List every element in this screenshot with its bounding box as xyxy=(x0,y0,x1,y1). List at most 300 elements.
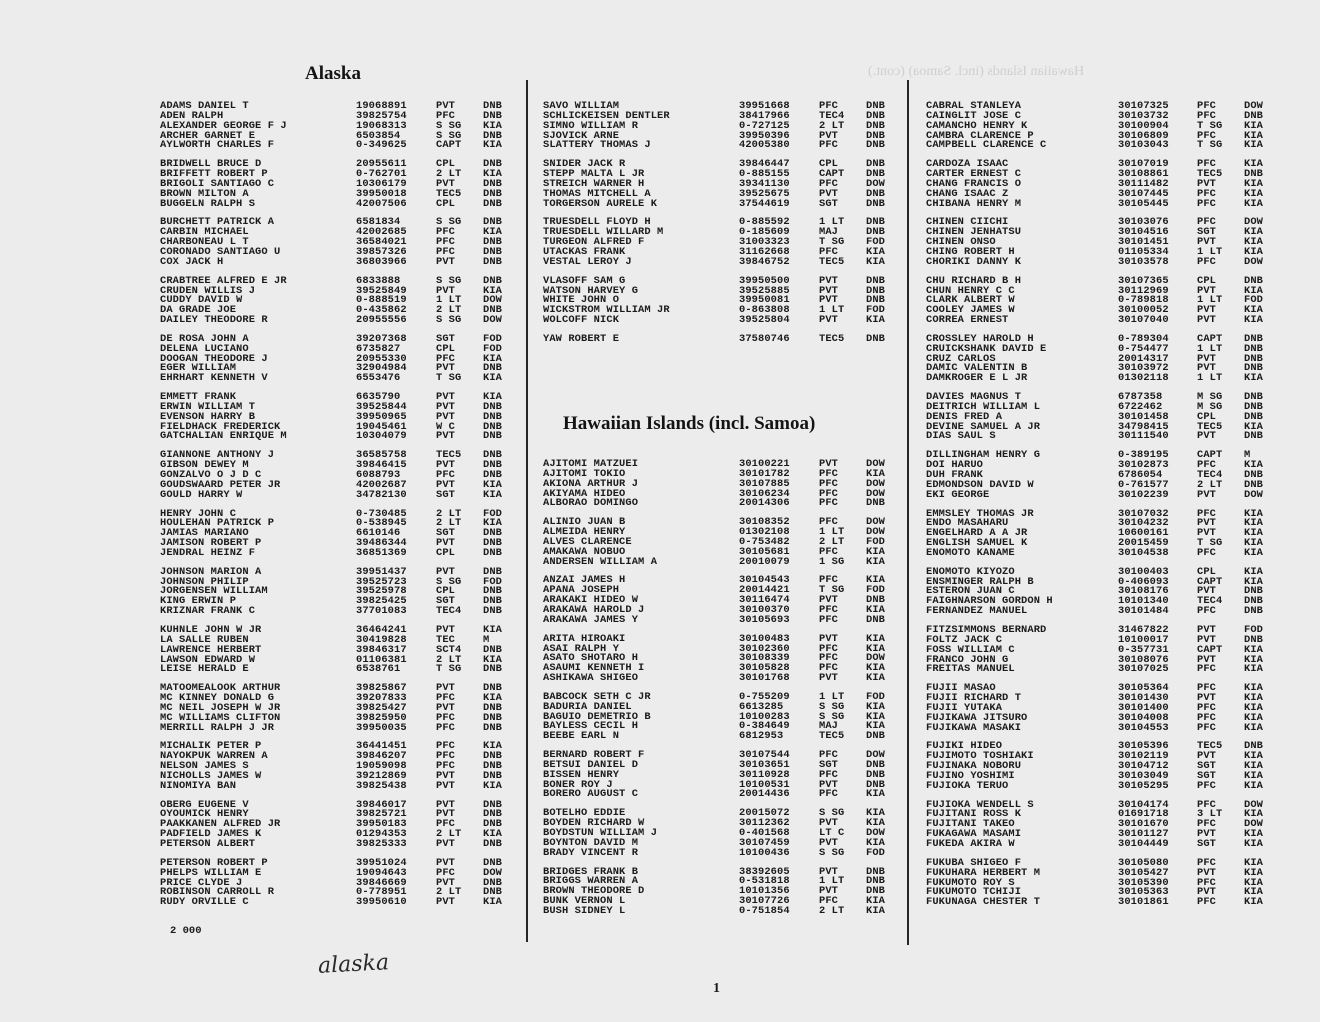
roster-status: KIA xyxy=(1244,779,1264,792)
roster-grade: PFC xyxy=(819,139,839,152)
roster-serial-number: 0-357731 xyxy=(1118,643,1169,656)
roster-name: CAMANCHO HENRY K xyxy=(926,119,1028,132)
roster-status: KIA xyxy=(483,896,503,909)
roster-group xyxy=(543,518,903,567)
roster-name: FUKUMOTO TCHIJI xyxy=(926,886,1022,899)
roster-group xyxy=(160,332,520,385)
roster-serial-number: 30105828 xyxy=(739,662,790,675)
roster-status: KIA xyxy=(1244,187,1264,200)
roster-grade: S SG xyxy=(819,710,845,723)
roster-serial-number: 30102360 xyxy=(739,642,790,655)
roster-status: KIA xyxy=(483,623,503,636)
roster-name: BERNARD ROBERT F xyxy=(543,749,645,762)
roster-row xyxy=(160,197,520,210)
roster-grade: PVT xyxy=(436,459,456,472)
roster-name: AKIYAMA HIDEO xyxy=(543,487,626,500)
roster-status: DNB xyxy=(483,400,503,413)
roster-serial-number: 01302118 xyxy=(1118,372,1169,385)
roster-name: STEPP MALTA L JR xyxy=(543,168,645,181)
roster-status: DNB xyxy=(483,565,503,578)
roster-status: DNB xyxy=(866,158,886,171)
roster-grade: TEC5 xyxy=(436,187,462,200)
roster-grade: PVT xyxy=(819,458,839,470)
bleed-through-header: Hawaiian Islands (incl. Samoa) (cont.) xyxy=(868,64,1085,79)
roster-serial-number: 10101340 xyxy=(1118,595,1169,608)
roster-serial-number: 39857326 xyxy=(356,245,407,258)
roster-grade: 3 LT xyxy=(1197,808,1223,821)
roster-name: ARCHER GARNET E xyxy=(160,129,256,142)
roster-row xyxy=(926,488,1286,501)
roster-serial-number: 30108352 xyxy=(739,516,790,529)
roster-row xyxy=(160,665,520,675)
roster-grade: PFC xyxy=(819,100,839,112)
roster-serial-number: 39950018 xyxy=(356,187,407,200)
roster-serial-number: 30104553 xyxy=(1118,721,1169,734)
roster-name: ENGELHARD A A JR xyxy=(926,527,1028,540)
roster-grade: PVT xyxy=(436,284,456,297)
roster-status: DNB xyxy=(483,838,503,850)
roster-name: BAGUIO DEMETRIO B xyxy=(543,710,651,723)
roster-grade: PFC xyxy=(1197,605,1217,618)
roster-name: ASHIKAWA SHIGEO xyxy=(543,672,639,685)
roster-name: FUKUNAGA CHESTER T xyxy=(926,896,1041,909)
roster-grade: S SG xyxy=(819,846,845,859)
roster-grade: PVT xyxy=(436,478,456,491)
roster-serial-number: 39207368 xyxy=(356,332,407,345)
roster-group xyxy=(543,160,903,209)
roster-name: FUJIMOTO TOSHIAKI xyxy=(926,750,1034,763)
roster-status: DOW xyxy=(483,294,503,307)
roster-grade: PVT xyxy=(436,565,456,578)
roster-name: KING ERWIN P xyxy=(160,595,237,608)
roster-name: ROBINSON CARROLL R xyxy=(160,886,275,899)
roster-row xyxy=(160,432,520,442)
roster-grade: PFC xyxy=(1197,779,1217,792)
roster-grade: PFC xyxy=(819,545,839,558)
roster-status: DNB xyxy=(866,216,886,229)
roster-status: DNB xyxy=(1244,391,1264,404)
roster-status: DNB xyxy=(866,613,886,626)
roster-name: EHRHART KENNETH V xyxy=(160,372,268,385)
roster-status: DNB xyxy=(866,865,886,878)
roster-serial-number: 39341130 xyxy=(739,177,790,190)
roster-name: ALVES CLARENCE xyxy=(543,535,632,548)
roster-serial-number: 39950396 xyxy=(739,129,790,142)
roster-status: KIA xyxy=(866,245,886,258)
roster-grade: 2 LT xyxy=(436,886,462,899)
roster-grade: CAPT xyxy=(1197,332,1223,345)
roster-serial-number: 30101484 xyxy=(1118,605,1169,618)
roster-status: DNB xyxy=(483,100,503,112)
roster-serial-number: 6581834 xyxy=(356,216,401,229)
roster-status: DNB xyxy=(866,109,886,122)
roster-name: CHANG ISAAC Z xyxy=(926,187,1009,200)
roster-row xyxy=(160,374,520,384)
roster-status: KIA xyxy=(866,314,886,327)
roster-name: COOLEY JAMES W xyxy=(926,304,1015,317)
roster-serial-number: 30104232 xyxy=(1118,517,1169,530)
roster-name: CRUICKSHANK DAVID E xyxy=(926,342,1047,355)
roster-status: KIA xyxy=(1244,769,1264,782)
roster-status: DNB xyxy=(483,362,503,375)
roster-grade: PFC xyxy=(436,469,456,481)
roster-name: CHINEN JENHATSU xyxy=(926,226,1022,239)
roster-status: KIA xyxy=(866,255,886,268)
roster-name: VESTAL LEROY J xyxy=(543,255,632,268)
roster-name: JAMIAS MARIANO xyxy=(160,527,249,540)
roster-row xyxy=(543,732,903,742)
roster-serial-number: 30104516 xyxy=(1118,226,1169,239)
roster-name: FUJII MASAO xyxy=(926,682,996,695)
roster-grade: PVT xyxy=(1197,692,1217,705)
roster-grade: TEC4 xyxy=(1197,595,1223,608)
roster-status: KIA xyxy=(866,807,886,820)
roster-grade: 2 LT xyxy=(436,507,462,520)
roster-name: CHING ROBERT H xyxy=(926,245,1015,258)
roster-status: KIA xyxy=(483,391,503,404)
roster-name: RUDY ORVILLE C xyxy=(160,896,249,909)
roster-grade: TEC5 xyxy=(1197,168,1223,181)
roster-status: KIA xyxy=(866,603,886,616)
roster-name: PAAKKANEN ALFRED JR xyxy=(160,818,281,831)
roster-serial-number: 39951437 xyxy=(356,565,407,578)
roster-grade: PVT xyxy=(436,798,456,811)
roster-name: LA SALLE RUBEN xyxy=(160,633,249,646)
roster-name: FUKUBA SHIGEO F xyxy=(926,856,1022,869)
roster-grade: PFC xyxy=(1197,701,1217,714)
roster-grade: PVT xyxy=(819,294,839,307)
roster-status: DNB xyxy=(483,760,503,773)
roster-serial-number: 39486344 xyxy=(356,537,407,550)
roster-serial-number: 30103972 xyxy=(1118,362,1169,375)
roster-grade: PVT xyxy=(436,769,456,782)
roster-grade: PFC xyxy=(819,895,839,908)
roster-group xyxy=(926,623,1286,676)
roster-status: KIA xyxy=(866,632,886,645)
roster-grade: SGT xyxy=(1197,760,1217,773)
roster-serial-number: 30102239 xyxy=(1118,488,1169,501)
roster-status: KIA xyxy=(866,467,886,480)
roster-name: FUJITANI TAKEO xyxy=(926,818,1015,831)
roster-grade: SGT xyxy=(1197,226,1217,239)
roster-name: FOSS WILLIAM C xyxy=(926,643,1015,656)
roster-status: DNB xyxy=(1244,400,1264,413)
roster-serial-number: 30104449 xyxy=(1118,838,1169,850)
roster-status: DNB xyxy=(1244,342,1264,355)
roster-group xyxy=(926,507,1286,559)
roster-name: DAMKROGER E L JR xyxy=(926,372,1028,385)
roster-status: DNB xyxy=(1244,274,1264,287)
roster-group xyxy=(160,742,520,791)
roster-name: ARAKAWA HAROLD J xyxy=(543,603,645,616)
roster-row xyxy=(926,197,1286,210)
roster-serial-number: 10304079 xyxy=(356,430,407,443)
roster-row xyxy=(926,546,1286,559)
roster-serial-number: 30107025 xyxy=(1118,663,1169,676)
roster-status: DNB xyxy=(1244,410,1264,423)
roster-status: DOW xyxy=(866,749,886,762)
roster-status: DNB xyxy=(483,410,503,423)
roster-grade: PVT xyxy=(819,865,839,878)
roster-grade: PFC xyxy=(819,487,839,500)
roster-grade: 2 LT xyxy=(819,535,845,548)
roster-status: DNB xyxy=(866,332,886,345)
roster-name: SJOVICK ARNE xyxy=(543,129,620,142)
roster-status: DNB xyxy=(1244,605,1264,618)
roster-status: KIA xyxy=(1244,507,1264,520)
roster-name: CHINEN ONSO xyxy=(926,236,996,249)
section-title-alaska: Alaska xyxy=(305,63,361,84)
roster-name: CLARK ALBERT W xyxy=(926,294,1015,307)
roster-grade: PFC xyxy=(819,613,839,626)
roster-group xyxy=(160,856,520,909)
roster-serial-number: 39846207 xyxy=(356,750,407,763)
roster-serial-number: 10100531 xyxy=(739,778,790,791)
roster-serial-number: 30108861 xyxy=(1118,168,1169,181)
roster-grade: PVT xyxy=(1197,488,1217,501)
roster-status: FOD xyxy=(866,584,886,597)
roster-status: DOW xyxy=(866,526,886,539)
roster-name: DUH FRANK xyxy=(926,469,984,481)
roster-row xyxy=(160,488,520,501)
roster-name: FUJII YUTAKA xyxy=(926,701,1003,714)
roster-serial-number: 30100483 xyxy=(739,632,790,645)
roster-grade: T SG xyxy=(436,372,462,385)
roster-group xyxy=(926,565,1286,618)
roster-serial-number: 37580746 xyxy=(739,332,790,345)
roster-grade: PFC xyxy=(1197,818,1217,831)
roster-grade: SGT xyxy=(436,488,456,501)
roster-column-alaska-1 xyxy=(160,102,520,917)
roster-serial-number: 10600161 xyxy=(1118,527,1169,540)
roster-grade: TEC4 xyxy=(436,605,462,618)
roster-grade: PVT xyxy=(436,537,456,550)
roster-status: FOD xyxy=(1244,623,1264,636)
roster-grade: LT C xyxy=(819,827,845,839)
roster-grade: TEC xyxy=(436,633,456,646)
roster-name: FUJIKAWA JITSURO xyxy=(926,711,1028,724)
roster-status: DNB xyxy=(483,304,503,317)
roster-grade: SGT xyxy=(819,758,839,771)
roster-status: DNB xyxy=(1244,478,1264,491)
roster-serial-number: 39825754 xyxy=(356,109,407,122)
roster-status: DNB xyxy=(483,236,503,249)
roster-status: DOW xyxy=(866,477,886,490)
handwritten-annotation: alaska xyxy=(317,950,390,979)
roster-row xyxy=(543,555,903,568)
roster-grade: S SG xyxy=(436,274,462,287)
roster-grade: PFC xyxy=(1197,197,1217,210)
roster-serial-number: 39950183 xyxy=(356,818,407,831)
roster-name: ENGLISH SAMUEL K xyxy=(926,537,1028,550)
roster-status: KIA xyxy=(1244,828,1264,841)
roster-name: ENOMOTO KANAME xyxy=(926,546,1015,559)
roster-serial-number: 30103076 xyxy=(1118,216,1169,229)
roster-serial-number: 30106809 xyxy=(1118,129,1169,142)
roster-grade: PVT xyxy=(436,682,456,695)
roster-name: GOUDSWAARD PETER JR xyxy=(160,478,281,491)
roster-grade: CPL xyxy=(436,342,456,355)
roster-serial-number: 39950500 xyxy=(739,274,790,287)
roster-name: CHORIKI DANNY K xyxy=(926,255,1022,268)
roster-name: AKIONA ARTHUR J xyxy=(543,477,639,490)
roster-status: KIA xyxy=(483,740,503,753)
roster-grade: CPL xyxy=(436,197,456,210)
roster-grade: 1 LT xyxy=(1197,245,1223,258)
roster-group xyxy=(543,865,903,917)
roster-serial-number: 6786054 xyxy=(1118,469,1163,481)
roster-serial-number: 0-435862 xyxy=(356,304,407,317)
roster-name: FUJII RICHARD T xyxy=(926,692,1022,705)
roster-row xyxy=(160,255,520,268)
roster-name: BABCOCK SETH C JR xyxy=(543,690,651,703)
roster-status: KIA xyxy=(866,700,886,713)
roster-grade: CPL xyxy=(436,158,456,171)
roster-grade: PVT xyxy=(1197,517,1217,530)
roster-grade: T SG xyxy=(1197,139,1223,152)
roster-serial-number: 20014436 xyxy=(739,788,790,801)
roster-status: DOW xyxy=(1244,255,1264,268)
roster-status: DNB xyxy=(866,197,886,210)
roster-status: DNB xyxy=(483,876,503,889)
roster-status: DNB xyxy=(483,420,503,433)
roster-status: KIA xyxy=(1244,682,1264,695)
roster-grade: PVT xyxy=(436,400,456,413)
roster-serial-number: 31003323 xyxy=(739,236,790,249)
roster-name: ARITA HIROAKI xyxy=(543,632,626,645)
roster-serial-number: 30108339 xyxy=(739,652,790,665)
roster-name: JOHNSON PHILIP xyxy=(160,575,249,588)
roster-grade: PFC xyxy=(819,467,839,480)
roster-status: DNB xyxy=(866,497,886,510)
roster-group xyxy=(926,393,1286,442)
roster-grade: PFC xyxy=(1197,100,1217,112)
roster-grade: PFC xyxy=(436,352,456,365)
roster-grade: PVT xyxy=(436,779,456,792)
roster-status: KIA xyxy=(1244,876,1264,889)
roster-grade: SGT xyxy=(436,527,456,540)
roster-status: KIA xyxy=(866,642,886,655)
roster-grade: CPL xyxy=(436,546,456,559)
roster-grade: PVT xyxy=(819,778,839,791)
roster-grade: CPL xyxy=(436,585,456,598)
roster-serial-number: 30101451 xyxy=(1118,236,1169,249)
column-divider-right xyxy=(907,80,909,945)
roster-serial-number: 30105363 xyxy=(1118,886,1169,899)
roster-name: JENDRAL HEINZ F xyxy=(160,546,256,559)
roster-serial-number: 38417966 xyxy=(739,109,790,122)
roster-group xyxy=(926,742,1286,791)
roster-name: PETERSON ROBERT P xyxy=(160,856,268,869)
roster-grade: PFC xyxy=(436,721,456,734)
roster-status: DNB xyxy=(1244,633,1264,646)
roster-grade: PVT xyxy=(436,876,456,889)
roster-name: DEITRICH WILLIAM L xyxy=(926,400,1041,413)
roster-status: KIA xyxy=(483,488,503,501)
roster-serial-number: 30101782 xyxy=(739,467,790,480)
roster-serial-number: 19068313 xyxy=(356,119,407,132)
roster-name: TURGEON ALFRED F xyxy=(543,236,645,249)
roster-serial-number: 0-751854 xyxy=(739,904,790,917)
roster-grade: M SG xyxy=(1197,400,1223,413)
roster-name: DA GRADE JOE xyxy=(160,304,237,317)
roster-name: CHUN HENRY C C xyxy=(926,284,1015,297)
roster-serial-number: 0-730485 xyxy=(356,507,407,520)
roster-row xyxy=(926,316,1286,326)
roster-grade: TEC4 xyxy=(1197,469,1223,481)
roster-grade: PFC xyxy=(819,603,839,616)
roster-status: DNB xyxy=(1244,332,1264,345)
roster-serial-number: 6088793 xyxy=(356,469,401,481)
roster-grade: PFC xyxy=(1197,216,1217,229)
roster-row xyxy=(543,846,903,859)
roster-status: M xyxy=(1244,449,1251,462)
roster-name: TRUESDELL WILLARD M xyxy=(543,226,664,239)
roster-name: ASAI RALPH Y xyxy=(543,642,620,655)
roster-grade: S SG xyxy=(819,807,845,820)
roster-grade: S SG xyxy=(436,575,462,588)
roster-serial-number: 30101861 xyxy=(1118,896,1169,909)
roster-serial-number: 39525978 xyxy=(356,585,407,598)
roster-name: FERNANDEZ MANUEL xyxy=(926,605,1028,618)
roster-name: MC KINNEY DONALD G xyxy=(160,692,275,705)
roster-grade: TEC5 xyxy=(819,332,845,345)
roster-grade: 2 LT xyxy=(436,653,462,666)
roster-serial-number: 30105080 xyxy=(1118,856,1169,869)
roster-serial-number: 34798415 xyxy=(1118,420,1169,433)
roster-grade: PVT xyxy=(436,177,456,190)
roster-serial-number: 30110928 xyxy=(739,768,790,781)
roster-name: WICKSTROM WILLIAM JR xyxy=(543,304,670,317)
roster-status: KIA xyxy=(1244,226,1264,239)
roster-grade: PVT xyxy=(819,129,839,142)
roster-group xyxy=(543,632,903,685)
roster-group xyxy=(160,393,520,442)
roster-grade: PFC xyxy=(1197,459,1217,472)
roster-grade: CAPT xyxy=(1197,449,1223,462)
roster-serial-number: 32904984 xyxy=(356,362,407,375)
roster-status: DNB xyxy=(483,721,503,734)
roster-name: UTACKAS FRANK xyxy=(543,245,626,258)
roster-serial-number: 30100221 xyxy=(739,458,790,470)
roster-name: ESTERON JUAN C xyxy=(926,585,1015,598)
roster-grade: PVT xyxy=(819,594,839,607)
roster-serial-number: 39825333 xyxy=(356,838,407,850)
roster-grade: S SG xyxy=(436,129,462,142)
roster-serial-number: 30101400 xyxy=(1118,701,1169,714)
roster-grade: PFC xyxy=(1197,255,1217,268)
roster-name: FAIGHNARSON GORDON H xyxy=(926,595,1053,608)
roster-status: KIA xyxy=(1244,177,1264,190)
roster-grade: 1 SG xyxy=(819,555,845,568)
roster-status: DNB xyxy=(483,711,503,724)
roster-name: HENRY JOHN C xyxy=(160,507,237,520)
roster-status: DOW xyxy=(1244,818,1264,831)
roster-serial-number: 10306179 xyxy=(356,177,407,190)
roster-grade: PFC xyxy=(819,749,839,762)
roster-group xyxy=(160,218,520,267)
roster-name: BADURIA DANIEL xyxy=(543,700,632,713)
roster-status: KIA xyxy=(1244,245,1264,258)
roster-status: DNB xyxy=(866,594,886,607)
roster-status: KIA xyxy=(1244,284,1264,297)
roster-status: DNB xyxy=(483,856,503,869)
roster-status: KIA xyxy=(1244,760,1264,773)
roster-grade: PVT xyxy=(1197,585,1217,598)
roster-row xyxy=(926,255,1286,268)
roster-group xyxy=(543,332,903,345)
roster-name: BETSUI DANIEL D xyxy=(543,758,639,771)
